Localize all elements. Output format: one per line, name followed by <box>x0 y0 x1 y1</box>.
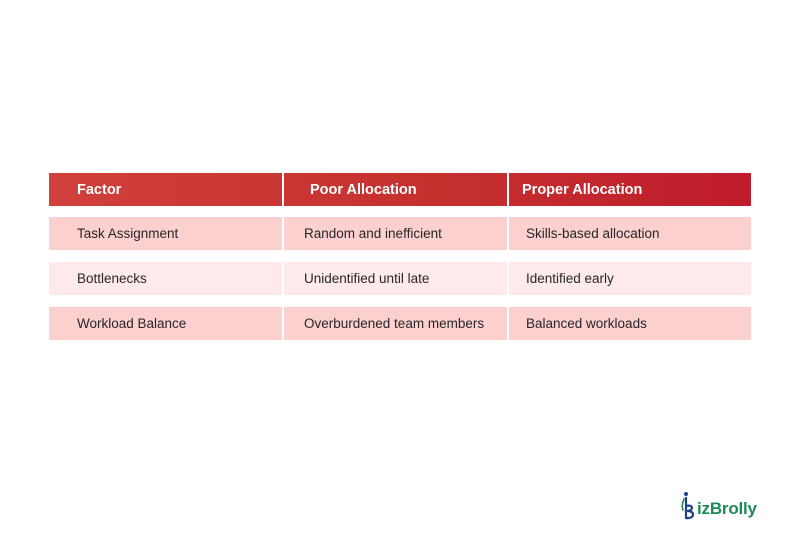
logo-text: izBrolly <box>697 499 757 518</box>
header-poor-allocation: Poor Allocation <box>284 173 509 206</box>
table-cell-poor: Overburdened team members <box>284 307 509 340</box>
table-cell-poor: Unidentified until late <box>284 262 509 295</box>
header-proper-allocation: Proper Allocation <box>522 181 643 198</box>
table-cell-factor: Task Assignment <box>49 217 284 250</box>
logo-b-icon <box>678 490 696 522</box>
comparison-table <box>49 173 751 340</box>
table-row <box>49 307 751 340</box>
header-factor: Factor <box>49 173 284 206</box>
table-cell-poor: Random and inefficient <box>284 217 509 250</box>
table-row <box>49 262 751 295</box>
table-row <box>49 217 751 250</box>
table-cell-factor: Bottlenecks <box>49 262 284 295</box>
table-cell-factor: Workload Balance <box>49 307 284 340</box>
bizbrolly-logo <box>678 486 768 522</box>
table-cell-proper: Balanced workloads <box>509 307 751 340</box>
table-cell-proper: Skills-based allocation <box>509 217 751 250</box>
table-cell-proper: Identified early <box>509 262 751 295</box>
table-header-row <box>49 173 751 206</box>
